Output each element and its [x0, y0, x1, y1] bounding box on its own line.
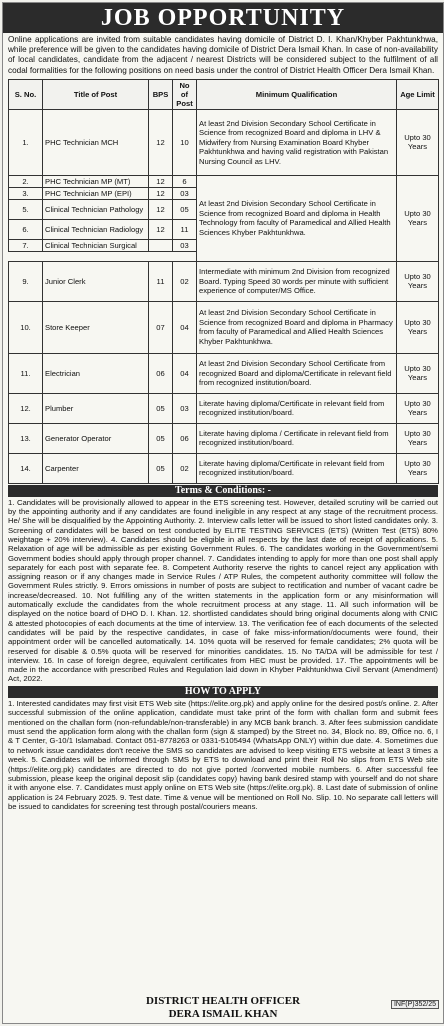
cell-qualification: Literate having diploma/Certificate in relevant field from recognized institution/board. — [197, 453, 397, 483]
cell-posts: 03 — [173, 187, 197, 199]
cell-posts: 05 — [173, 199, 197, 219]
cell-title: Store Keeper — [43, 301, 149, 353]
cell-title: Junior Clerk — [43, 261, 149, 301]
page-title: JOB OPPORTUNITY — [3, 3, 443, 33]
cell-sno: 14. — [9, 453, 43, 483]
cell-title: PHC Technician MCH — [43, 109, 149, 175]
reference-number: INF(P)352/25 — [391, 1000, 439, 1009]
table-row — [9, 109, 439, 175]
cell-age: Upto 30 Years — [397, 261, 439, 301]
cell-title: Generator Operator — [43, 423, 149, 453]
cell-bps: 12 — [149, 219, 173, 239]
terms-text: 1. Candidates will be provisionally allowed to appear in the ETS screening test. However, detailed scrutiny will be carried out by the appointing authority and if any candidates are found ineligible in any respect at any stage of the recruitment process. He/ She will be disqualified by the Appointing Authority. 2. Interview calls letter will be issued to short listed candidates only. 3. Screening of candidates will be based on test conducted by ELITE TESTING SERVICES (ETS) (Written Test (ETS) 80% weightage + 20% interview). 4. Candidates should be eligible in all respects by the last date of receipt of applications. 5. Relaxation of age will be admissible as per existing Government Rules. 6. The candidates working in the Government/semi Government bodies should apply through proper channel. 7. Candidates intending to apply for more than one post shall apply separately for each post with separate fee. 8. Competent Authority reserve the rights to cancel reject any application with assigning reason or if any changes made in Service Rules / ATP Rules, the competent authority committee will follow the Government Rules strictly. 9. Errors omissions in number of posts are subject to rectification and number of vacant cadre be increase/decreased. 10. Not fulfilling any of the written statements in the application form or any misinformation will automatically exclude the candidates from the whole recruitment process at any stage. 11. All such information will be displayed on the notice board of DHO D. I. Khan. 12. shortlisted candidates should bring original documents along with CNIC & attested photocopies of each documents at the time of interview. 13. The verification fee of each documents of the selected candidates will be paid by the respective candidates, in case of fake miss-information/documents were found, their appointment order will be cancelled automatically. 14. 10% quota will be reserved for female candidates; 2% quota will be reserved for disable & 0.5% quota will be reserved for minorities candidates. 15. No TA/DA will be admissible for test / interview. 16. In case of foreign degree, equivalent certificates from HEC must be provided. 17. The appointments will be made in the accordance with prescribed Rules and Regulation laid down in Khyber Pakhtunkhwa Civil Servant (Amendment) Act, 2022. — [8, 497, 438, 684]
cell-qualification: Literate having diploma/Certificate in relevant field from recognized institution/board. — [197, 393, 397, 423]
cell-sno: 10. — [9, 301, 43, 353]
terms-heading: Terms & Conditions: - — [8, 485, 438, 497]
cell-qualification: At least 2nd Division Secondary School Certificate in Science from recognized Board and diploma in Pharmacy from faculty of Paramedical and Allied Health Sciences Khyber Pakhtunkhwa. — [197, 301, 397, 353]
table-row — [9, 261, 439, 301]
header-qualification: Minimum Qualification — [197, 79, 397, 109]
cell-bps: 11 — [149, 261, 173, 301]
cell-posts: 04 — [173, 301, 197, 353]
intro-text: Online applications are invited from suitable candidates having domicile of District D. I. Khan/Khyber Pakhtunkhwa, while preference will be given to the candidates having domicile of District Dera Ismail Khan. In case of non-availability of local candidates, candidate from the adjacent / nearest Districts will be considered subject to the fulfilment of all codal formalities for the following positions on need basis under the control of District Health Officer Dera Ismail Khan. — [8, 35, 438, 75]
cell-age: Upto 30 Years — [397, 453, 439, 483]
cell-sno: 7. — [9, 239, 43, 251]
table-row — [9, 175, 439, 187]
cell-sno: 3. — [9, 187, 43, 199]
cell-title: PHC Technician MP (MT) — [43, 175, 149, 187]
cell-posts: 03 — [173, 239, 197, 251]
cell-age: Upto 30 Years — [397, 109, 439, 175]
cell-age: Upto 30 Years — [397, 353, 439, 393]
cell-qualification: At least 2nd Division Secondary School Certificate in Science from recognized Board and diploma in Health Technology from faculty of Paramedical and Allied Health Sciences Khyber Pakhtunkhwa. — [197, 175, 397, 261]
cell-posts: 6 — [173, 175, 197, 187]
cell-qualification: Literate having diploma / Certificate in relevant field from recognized institution/board. — [197, 423, 397, 453]
cell-qualification: Intermediate with minimum 2nd Division from recognized Board. Typing Speed 30 words per minute with sufficient experience of computer/MS Office. — [197, 261, 397, 301]
cell-bps: 12 — [149, 199, 173, 219]
cell-bps: 05 — [149, 453, 173, 483]
header-posts: No of Post — [173, 79, 197, 109]
cell-title: Clinical Technician Pathology — [43, 199, 149, 219]
cell-posts: 04 — [173, 353, 197, 393]
cell-age: Upto 30 Years — [397, 301, 439, 353]
table-row — [9, 453, 439, 483]
header-bps: BPS — [149, 79, 173, 109]
table-row — [9, 393, 439, 423]
cell-title: Clinical Technician Surgical — [43, 239, 149, 251]
header-title: Title of Post — [43, 79, 149, 109]
cell-bps — [149, 239, 173, 251]
authority-title: DISTRICT HEALTH OFFICER — [145, 995, 301, 1007]
cell-qualification: At least 2nd Division Secondary School Certificate from recognized Board and diploma/Certificate in relevant field from recognized institution/board. — [197, 353, 397, 393]
cell-age: Upto 30 Years — [397, 393, 439, 423]
jobs-table — [8, 79, 439, 484]
cell-title: PHC Technician MP (EPI) — [43, 187, 149, 199]
job-advertisement — [2, 2, 444, 1024]
cell-age: Upto 30 Years — [397, 423, 439, 453]
how-to-apply-heading: HOW TO APPLY — [8, 686, 438, 698]
how-to-apply-text: 1. Interested candidates may first visit ETS Web site (https://elite.org.pk) and apply online for the desired post/s online. 2. After successful submission of the online application, candidate must take print of the form with challan form and submit fees mentioned on the challan form (non-refundable/non-transferable) in any MCB bank branch. 3. After fees submission candidate must send the application form along with the challan form (sign & stamped) by the Street no. 34, Block no. 89, Office no. 6, I & T Center, G-10/1 Islamabad. Contact 051-8778263 or 0331-5105494 (WhatsApp ONLY) within due date. 4. Sometimes due to network issue candidates don't receive the SMS so candidates are advised to keep visiting ETS website at least 3 times a week. 5. Candidates will be informed through SMS by ETS to download and print their Roll No slips from ETS Web site (https://elite.org.pk) candidates are directed to do not give ported /converted mobile numbers. 6. After successful fee submission, please keep the original deposit slip (candidates copy) having bank desired stamp with yourself and do not share it with anyone else. 7. Candidates must apply online on ETS Web site (https://elite.org.pk). 8. Last date of submission of online application is 24 February 2025. 9. Test date. Time & venue will be mentioned on Roll No. Slip. 10. No separate call letters will be issued to candidates for screening test through postal/couriers means. — [8, 698, 438, 812]
cell-bps: 05 — [149, 423, 173, 453]
header-age: Age Limit — [397, 79, 439, 109]
cell-bps: 12 — [149, 175, 173, 187]
cell-bps: 05 — [149, 393, 173, 423]
table-row — [9, 301, 439, 353]
table-row — [9, 353, 439, 393]
table-row — [9, 423, 439, 453]
cell-sno: 11. — [9, 353, 43, 393]
header-sno: S. No. — [9, 79, 43, 109]
cell-title: Plumber — [43, 393, 149, 423]
cell-posts: 06 — [173, 423, 197, 453]
cell-sno: 12. — [9, 393, 43, 423]
cell-posts: 10 — [173, 109, 197, 175]
authority-location: DERA ISMAIL KHAN — [168, 1008, 278, 1020]
cell-posts: 02 — [173, 453, 197, 483]
issuing-authority — [3, 995, 443, 1021]
cell-age: Upto 30 Years — [397, 175, 439, 261]
cell-sno: 9. — [9, 261, 43, 301]
cell-bps: 07 — [149, 301, 173, 353]
cell-title: Carpenter — [43, 453, 149, 483]
cell-sno: 2. — [9, 175, 43, 187]
cell-qualification: At least 2nd Division Secondary School Certificate in Science from recognized Board and diploma in LHV & Midwifery from Nursing Examination Board Khyber Pakhtunkhwa and having valid registration with Pakistan Nursing Council as LHV. — [197, 109, 397, 175]
cell-sno: 1. — [9, 109, 43, 175]
cell-posts: 03 — [173, 393, 197, 423]
cell-bps: 12 — [149, 187, 173, 199]
cell-sno: 13. — [9, 423, 43, 453]
cell-sno: 6. — [9, 219, 43, 239]
cell-bps: 12 — [149, 109, 173, 175]
cell-title: Electrician — [43, 353, 149, 393]
cell-title: Clinical Technician Radiology — [43, 219, 149, 239]
cell-sno: 5. — [9, 199, 43, 219]
cell-bps: 06 — [149, 353, 173, 393]
cell-posts: 11 — [173, 219, 197, 239]
table-header-row — [9, 79, 439, 109]
cell-posts: 02 — [173, 261, 197, 301]
